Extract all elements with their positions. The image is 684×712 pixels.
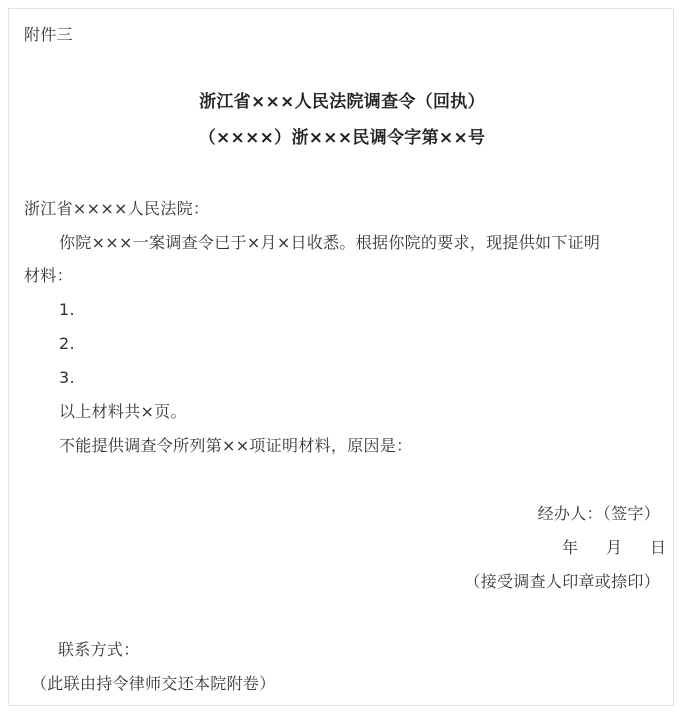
unable-reason-text: 不能提供调查令所列第××项证明材料，原因是： xyxy=(59,436,413,455)
body-paragraph-line1: 你院×××一案调查令已于×月×日收悉。根据你院的要求，现提供如下证明 xyxy=(59,233,601,252)
list-item: 1. xyxy=(59,300,75,319)
list-item: 3. xyxy=(59,368,75,387)
addressee: 浙江省××××人民法院： xyxy=(24,199,210,218)
date-year: 年 xyxy=(562,538,579,557)
document-number: （××××）浙×××民调令字第××号 xyxy=(198,128,486,148)
date-day: 日 xyxy=(650,538,667,557)
body-paragraph-line2: 材料： xyxy=(24,266,73,285)
attachment-label: 附件三 xyxy=(24,25,73,44)
total-pages-text: 以上材料共×页。 xyxy=(59,402,187,421)
handler-signature: 经办人：（签字） xyxy=(537,504,660,523)
contact-label: 联系方式： xyxy=(58,640,140,659)
document-title: 浙江省×××人民法院调查令（回执） xyxy=(199,92,485,112)
footer-note: （此联由持令律师交还本院附卷） xyxy=(31,674,276,693)
date-month: 月 xyxy=(606,538,623,557)
list-item: 2. xyxy=(59,334,75,353)
seal-note: （接受调查人印章或捺印） xyxy=(464,572,660,591)
document-frame xyxy=(8,8,674,706)
